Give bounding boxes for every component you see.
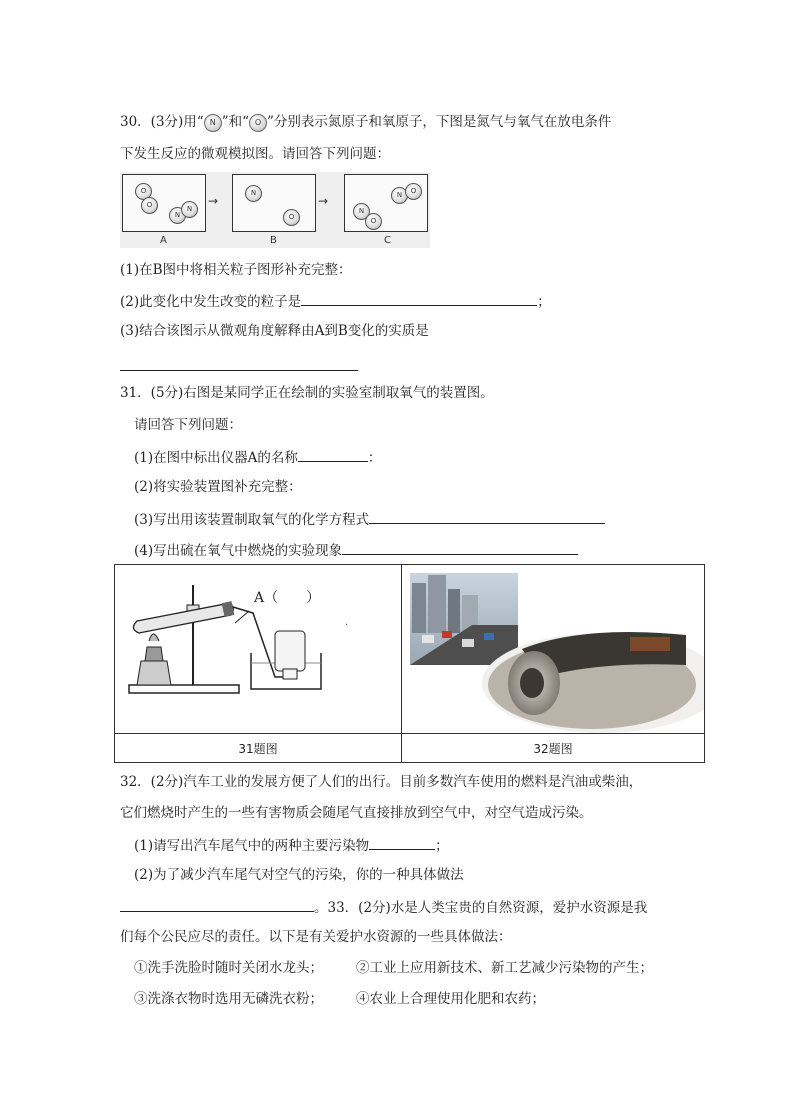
- figure-31-cell: [115, 565, 402, 734]
- q31-sub4-text: (4)写出硫在氧气中燃烧的实验现象: [134, 543, 343, 559]
- answer-blank[interactable]: [369, 835, 435, 850]
- model-box-a: [122, 174, 206, 232]
- q30-sub1: (1)在B图中将相关粒子图形补充完整：: [120, 262, 352, 278]
- q31-sub1-text: (1)在图中标出仪器A的名称: [134, 450, 298, 466]
- q30-text-a: 30．(3分)用“: [120, 114, 204, 130]
- q32-sub2: (2)为了减少汽车尾气对空气的污染，你的一种具体做法: [134, 867, 464, 883]
- q33-inline-text: 。33．(2分)水是人类宝贵的自然资源，爱护水资源是我: [314, 900, 648, 916]
- oxygen-atom-icon: O: [283, 209, 300, 226]
- q32-line1: 32．(2分)汽车工业的发展方便了人们的出行。目前多数汽车使用的燃料是汽油或柴油，: [120, 774, 643, 790]
- q32-sub1-text: (1)请写出汽车尾气中的两种主要污染物: [134, 838, 370, 854]
- q31-sub4: [134, 540, 578, 560]
- oxygen-atom-icon: O: [365, 213, 382, 230]
- q32-line2: 它们燃烧时产生的一些有害物质会随尾气直接排放到空气中，对空气造成污染。: [120, 805, 593, 821]
- box-label-a: A: [160, 235, 167, 246]
- q30-sub3: (3)结合该图示从微观角度解释由A到B变化的实质是: [120, 323, 429, 339]
- answer-blank[interactable]: [369, 509, 605, 524]
- q30-sub2-end: ；: [537, 294, 551, 310]
- nitrogen-atom-icon: N: [204, 114, 222, 132]
- arrow-icon: →: [318, 194, 329, 208]
- figure-31-caption: 31题图: [115, 734, 402, 763]
- oxygen-atom-icon: O: [249, 114, 267, 132]
- q31-sub3: [134, 509, 605, 529]
- nitrogen-atom-icon: N: [353, 203, 370, 220]
- figure-32-cell: [402, 565, 705, 734]
- q32-sub1: [134, 835, 449, 855]
- micro-model-diagram: [120, 172, 430, 248]
- q31-sub1: [134, 447, 381, 467]
- oxygen-apparatus-drawing: [115, 565, 401, 733]
- q33-item4: ④农业上合理使用化肥和农药；: [356, 991, 545, 1007]
- answer-blank[interactable]: [120, 370, 358, 371]
- q31-sub3-text: (3)写出用该装置制取氧气的化学方程式: [134, 512, 370, 528]
- q31-line2: 请回答下列问题：: [134, 417, 242, 433]
- q31-sub2: (2)将实验装置图补充完整：: [134, 479, 302, 495]
- label-a-text: A（ ）: [254, 590, 321, 606]
- model-box-c: [344, 174, 428, 232]
- answer-blank[interactable]: [120, 897, 314, 912]
- q33-item2: ②工业上应用新技术、新工艺减少污染物的产生；: [356, 960, 653, 976]
- box-label-c: C: [384, 235, 391, 246]
- q33-item1: ①洗手洗脸时随时关闭水龙头；: [134, 960, 323, 976]
- answer-blank[interactable]: [301, 291, 537, 306]
- figure-table: [114, 564, 705, 763]
- nitrogen-atom-icon: N: [169, 207, 186, 224]
- oxygen-atom-icon: O: [141, 197, 158, 214]
- q30-line2: 下发生反应的微观模拟图。请回答下列问题：: [120, 146, 390, 162]
- arrow-icon: →: [208, 194, 219, 208]
- q30-text-c: ”分别表示氮原子和氧原子，下图是氮气与氧气在放电条件: [267, 114, 612, 130]
- box-label-b: B: [270, 235, 277, 246]
- oxygen-atom-icon: O: [405, 183, 422, 200]
- nitrogen-atom-icon: N: [391, 187, 408, 204]
- nitrogen-atom-icon: N: [181, 201, 198, 218]
- q33-line1: [120, 897, 647, 917]
- q30-line1: [120, 113, 611, 132]
- q30-sub2-text: (2)此变化中发生改变的粒子是: [120, 294, 302, 310]
- nitrogen-atom-icon: N: [245, 185, 262, 202]
- answer-blank[interactable]: [298, 447, 368, 462]
- q30-sub2: [120, 291, 551, 311]
- q31-sub1-end: ：: [367, 450, 382, 466]
- model-box-b: [232, 174, 316, 232]
- q33-item3: ③洗涤衣物时选用无磷洗衣粉；: [134, 991, 323, 1007]
- figure-32-caption: 32题图: [402, 734, 705, 763]
- q30-text-b: ”和“: [221, 114, 250, 130]
- answer-blank[interactable]: [342, 540, 578, 555]
- oxygen-atom-icon: O: [135, 183, 152, 200]
- q33-line2: 们每个公民应尽的责任。以下是有关爱护水资源的一些具体做法：: [120, 929, 512, 945]
- q32-sub1-end: ；: [435, 838, 449, 854]
- svg-text:.: .: [345, 617, 349, 628]
- q31-line1: 31．(5分)右图是某同学正在绘制的实验室制取氧气的装置图。: [120, 385, 494, 401]
- traffic-exhaust-photo: [402, 565, 704, 733]
